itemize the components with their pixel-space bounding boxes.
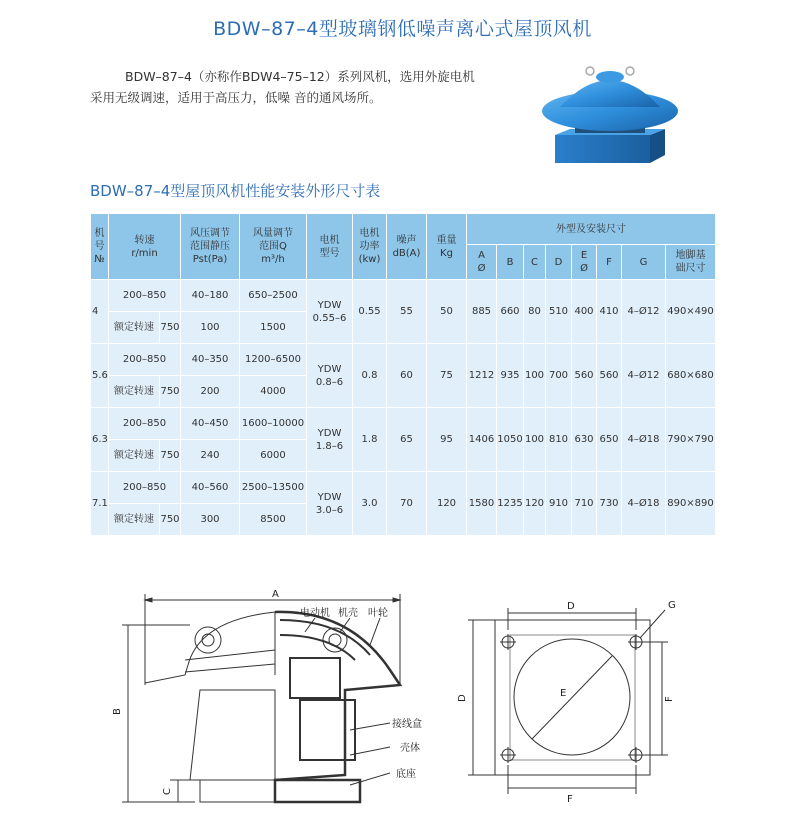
header-pressure: 风压调节 范围静压 Pst(Pa) [181, 214, 240, 280]
cell-c: 120 [524, 472, 546, 536]
cell-power: 1.8 [353, 408, 387, 472]
header-dim-g: G [622, 245, 666, 280]
label-junction-box: 接线盒 [392, 719, 422, 730]
cell-rated-speed: 750 [160, 376, 181, 408]
cell-d: 910 [546, 472, 572, 536]
cell-base: 890×890 [666, 472, 716, 536]
cell-a: 1580 [467, 472, 497, 536]
cell-machine-no: 4 [91, 280, 109, 344]
cell-pressure-range: 40–560 [181, 472, 240, 504]
label-b: B [112, 708, 123, 715]
spec-table [90, 213, 716, 536]
header-flow: 风量调节 范围Q m³/h [240, 214, 307, 280]
header-speed: 转速 r/min [109, 214, 181, 280]
cell-flow-range: 650–2500 [240, 280, 307, 312]
cell-d: 700 [546, 344, 572, 408]
table-row [91, 408, 716, 440]
motor-model-line-1: YDW [317, 491, 342, 503]
intro-line-2: 采用无级调速，适用于高压力，低噪 音的通风场所。 [90, 90, 382, 105]
cell-rated-speed: 750 [160, 504, 181, 536]
header-jihao: 机 号 № [91, 214, 109, 280]
table-header-row [91, 214, 716, 245]
motor-model-line-2: 3.0–6 [315, 504, 344, 516]
cell-f: 650 [597, 408, 622, 472]
cell-speed-range: 200–850 [109, 408, 181, 440]
motor-model-line-2: 0.8–6 [315, 376, 344, 388]
label-c: C [162, 788, 173, 795]
spec-table-wrapper [90, 213, 715, 536]
header-dim-e: E Ø [572, 245, 597, 280]
cell-flow-rated: 4000 [240, 376, 307, 408]
table-title: BDW–87–4型屋顶风机性能安装外形尺寸表 [90, 182, 381, 200]
cell-weight: 50 [427, 280, 467, 344]
cell-rated-speed: 750 [160, 312, 181, 344]
cell-noise: 55 [387, 280, 427, 344]
table-row [91, 344, 716, 376]
cell-rated-label: 额定转速 [109, 440, 160, 472]
cell-e: 400 [572, 280, 597, 344]
label-shell: 壳体 [400, 743, 420, 754]
cell-e: 710 [572, 472, 597, 536]
cell-g: 4–Ø12 [622, 344, 666, 408]
label-f-bottom: F [567, 794, 573, 805]
motor-model-line-1: YDW [317, 299, 342, 311]
cell-pressure-range: 40–450 [181, 408, 240, 440]
label-d-top: D [567, 601, 575, 612]
cell-flow-range: 1600–10000 [240, 408, 307, 440]
label-base: 底座 [396, 769, 416, 780]
cell-speed-range: 200–850 [109, 280, 181, 312]
cell-base: 490×490 [666, 280, 716, 344]
intro-paragraph [90, 66, 510, 108]
cell-speed-range: 200–850 [109, 344, 181, 376]
cell-pressure-range: 40–350 [181, 344, 240, 376]
cell-noise: 65 [387, 408, 427, 472]
header-motor: 电机 型号 [307, 214, 353, 280]
cell-rated-label: 额定转速 [109, 312, 160, 344]
cell-machine-no: 6.3 [91, 408, 109, 472]
cell-rated-label: 额定转速 [109, 504, 160, 536]
label-g: G [668, 600, 676, 611]
cell-pressure-range: 40–180 [181, 280, 240, 312]
cell-c: 80 [524, 280, 546, 344]
fan-photo [535, 55, 685, 175]
cell-motor-model [307, 280, 353, 344]
cell-a: 885 [467, 280, 497, 344]
label-f-right: F [664, 696, 675, 702]
motor-model-line-2: 1.8–6 [315, 440, 344, 452]
cell-a: 1212 [467, 344, 497, 408]
cell-flow-rated: 8500 [240, 504, 307, 536]
header-weight: 重量 Kg [427, 214, 467, 280]
top-view-drawing [440, 580, 700, 820]
cell-b: 660 [497, 280, 524, 344]
cell-power: 3.0 [353, 472, 387, 536]
motor-model-line-2: 0.55–6 [312, 312, 347, 324]
cell-d: 810 [546, 408, 572, 472]
cell-base: 790×790 [666, 408, 716, 472]
cell-d: 510 [546, 280, 572, 344]
cell-machine-no: 5.6 [91, 344, 109, 408]
cell-weight: 120 [427, 472, 467, 536]
cell-pressure-rated: 200 [181, 376, 240, 408]
cell-b: 1235 [497, 472, 524, 536]
cell-speed-range: 200–850 [109, 472, 181, 504]
label-motor: 电动机 [300, 608, 330, 619]
table-row [91, 280, 716, 312]
header-dim-d: D [546, 245, 572, 280]
cell-b: 935 [497, 344, 524, 408]
header-noise: 噪声 dB(A) [387, 214, 427, 280]
intro-line-1: BDW–87–4（亦称作BDW4–75–12）系列风机，选用外旋电机 [125, 69, 475, 84]
header-dim-f: F [597, 245, 622, 280]
cell-weight: 95 [427, 408, 467, 472]
cell-motor-model [307, 472, 353, 536]
cell-flow-range: 2500–13500 [240, 472, 307, 504]
cell-motor-model [307, 408, 353, 472]
cell-weight: 75 [427, 344, 467, 408]
label-d-left: D [457, 694, 468, 702]
cell-f: 560 [597, 344, 622, 408]
cell-f: 730 [597, 472, 622, 536]
header-dim-base: 地脚基 础尺寸 [666, 245, 716, 280]
cell-g: 4–Ø18 [622, 408, 666, 472]
header-dims: 外型及安装尺寸 [467, 214, 716, 245]
cell-flow-range: 1200–6500 [240, 344, 307, 376]
cell-rated-label: 额定转速 [109, 376, 160, 408]
cell-rated-speed: 750 [160, 440, 181, 472]
cell-noise: 70 [387, 472, 427, 536]
header-dim-a: A Ø [467, 245, 497, 280]
cell-pressure-rated: 300 [181, 504, 240, 536]
label-e: E [560, 688, 567, 699]
cell-e: 630 [572, 408, 597, 472]
cell-c: 100 [524, 408, 546, 472]
motor-model-line-1: YDW [317, 363, 342, 375]
cell-pressure-rated: 240 [181, 440, 240, 472]
cell-a: 1406 [467, 408, 497, 472]
cell-g: 4–Ø12 [622, 280, 666, 344]
cell-e: 560 [572, 344, 597, 408]
cell-power: 0.55 [353, 280, 387, 344]
cell-machine-no: 7.1 [91, 472, 109, 536]
cell-b: 1050 [497, 408, 524, 472]
label-impeller: 叶轮 [368, 608, 388, 619]
cell-power: 0.8 [353, 344, 387, 408]
cell-base: 680×680 [666, 344, 716, 408]
cell-c: 100 [524, 344, 546, 408]
cell-noise: 60 [387, 344, 427, 408]
cell-g: 4–Ø18 [622, 472, 666, 536]
label-a: A [272, 589, 279, 600]
header-dim-b: B [497, 245, 524, 280]
page-title: BDW–87–4型玻璃钢低噪声离心式屋顶风机 [213, 18, 592, 40]
table-row [91, 472, 716, 504]
cell-pressure-rated: 100 [181, 312, 240, 344]
motor-model-line-1: YDW [317, 427, 342, 439]
cell-flow-rated: 6000 [240, 440, 307, 472]
cell-motor-model [307, 344, 353, 408]
cell-f: 410 [597, 280, 622, 344]
header-power: 电机 功率 (kw) [353, 214, 387, 280]
header-dim-c: C [524, 245, 546, 280]
side-view-drawing [90, 580, 465, 820]
cell-flow-rated: 1500 [240, 312, 307, 344]
label-housing-top: 机壳 [338, 608, 358, 619]
